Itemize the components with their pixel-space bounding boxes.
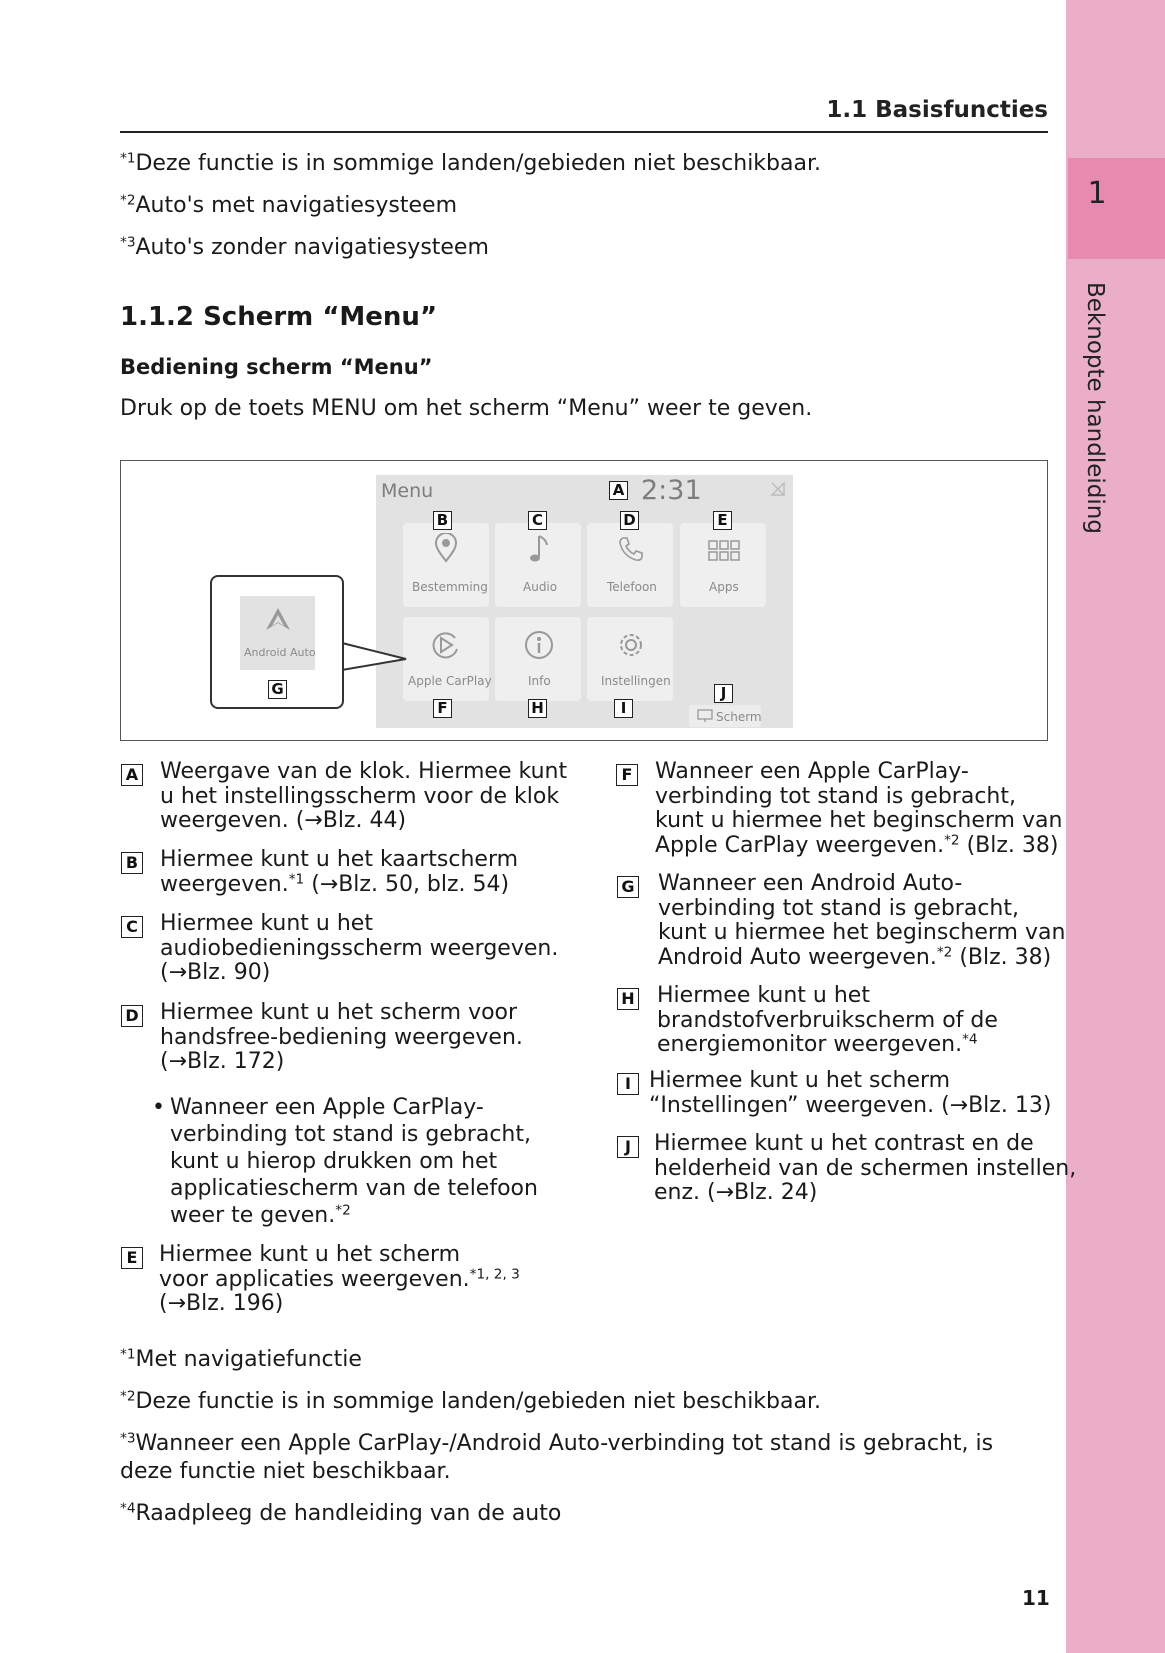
callout-g: G [268, 680, 287, 699]
callout-i: I [614, 699, 633, 718]
desc-a: Weergave van de klok. Hiermee kunt u het instellingsscherm voor de klok weergeven. (→Blz. 44) [160, 759, 568, 833]
callout-e: E [713, 511, 732, 530]
callout-d: D [620, 511, 639, 530]
desc-f: Wanneer een Apple CarPlay- verbinding tot stand is gebracht, kunt u hiermee het beginscherm van Apple CarPlay weergeven.$^{*2}$ (Blz. 38) [655, 759, 1063, 858]
settings-gear-icon [616, 630, 646, 660]
intro-text: Druk op de toets MENU om het scherm “Menu” weer te geven. [120, 396, 813, 421]
chapter-label: Beknopte handleiding [1082, 282, 1108, 534]
desc-letter-i: I [617, 1073, 639, 1095]
desc-letter-f: F [616, 764, 638, 786]
desc-i: Hiermee kunt u het scherm “Instellingen” weergeven. (→Blz. 13) [649, 1068, 1052, 1118]
footnote: $^{*1}$Met navigatiefunctie [120, 1346, 362, 1372]
tile-label: Instellingen [601, 674, 671, 688]
desc-g: Wanneer een Android Auto- verbinding tot stand is gebracht, kunt u hiermee het beginscherm van Android Auto weergeven.$^{*2}$ (Blz. 38) [658, 871, 1066, 970]
desc-letter-g: G [617, 876, 639, 898]
footnote: $^{*4}$Raadpleeg de handleiding van de auto [120, 1500, 562, 1526]
location-pin-icon [432, 533, 460, 563]
page-number: 11 [1022, 1586, 1050, 1610]
desc-letter-e: E [121, 1247, 143, 1269]
display-icon [697, 709, 713, 723]
callout-h: H [528, 699, 547, 718]
desc-letter-h: H [617, 988, 639, 1010]
footnote: $^{*2}$Deze functie is in sommige landen/gebieden niet beschikbaar. [120, 1388, 821, 1414]
footnote: $^{*3}$Auto's zonder navigatiesysteem [120, 234, 489, 260]
tile-label: Apple CarPlay [408, 674, 492, 688]
tile-label: Telefoon [607, 580, 657, 594]
android-auto-icon [264, 606, 292, 632]
desc-letter-d: D [121, 1005, 143, 1027]
tile-label: Apps [709, 580, 739, 594]
screen-button-label: Scherm [716, 710, 762, 724]
footnote: $^{*2}$Auto's met navigatiesysteem [120, 192, 457, 218]
desc-letter-j: J [617, 1136, 639, 1158]
footnote: $^{*1}$Deze functie is in sommige landen/gebieden niet beschikbaar. [120, 150, 821, 176]
callout-b: B [433, 511, 452, 530]
callout-a: A [609, 481, 628, 500]
desc-letter-c: C [121, 916, 143, 938]
desc-e: Hiermee kunt u het scherm voor applicaties weergeven.$^{*1, 2, 3}$ (→Blz. 196) [159, 1242, 520, 1316]
desc-letter-b: B [121, 852, 143, 874]
chapter-number: 1 [1087, 176, 1107, 211]
zoom-pointer [338, 640, 410, 680]
no-signal-icon [770, 481, 786, 497]
desc-h: Hiermee kunt u het brandstofverbruikscherm of de energiemonitor weergeven.$^{*4}$ [657, 983, 998, 1057]
desc-j: Hiermee kunt u het contrast en de helderheid van de schermen instellen, enz. (→Blz. 24) [654, 1131, 1077, 1205]
callout-c: C [528, 511, 547, 530]
phone-icon [617, 535, 645, 563]
info-icon [524, 630, 554, 660]
section-title: 1.1.2 Scherm “Menu” [120, 302, 438, 332]
footnote: $^{*3}$Wanneer een Apple CarPlay-/Android Auto-verbinding tot stand is gebracht, is deze functie niet beschikbaar. [120, 1430, 994, 1484]
screen-clock: 2:31 [641, 475, 702, 506]
running-header: 1.1 Basisfuncties [826, 97, 1048, 123]
zoom-tile-label: Android Auto [244, 646, 316, 659]
header-rule [120, 131, 1048, 133]
callout-j: J [714, 684, 733, 703]
desc-d-bullet-mark: • [152, 1095, 165, 1120]
desc-d: Hiermee kunt u het scherm voor handsfree-bediening weergeven. (→Blz. 172) [160, 1000, 523, 1074]
carplay-play-icon [430, 630, 460, 660]
subsection-title: Bediening scherm “Menu” [120, 355, 433, 379]
desc-letter-a: A [121, 764, 143, 786]
desc-b: Hiermee kunt u het kaartscherm weergeven.$^{*1}$ (→Blz. 50, blz. 54) [160, 847, 519, 897]
desc-d-bullet: Wanneer een Apple CarPlay- verbinding tot stand is gebracht, kunt u hierop drukken om het applicatiescherm van de telefoon weer te geven.$^{*2}$ [170, 1095, 538, 1228]
tile-apps[interactable] [680, 523, 766, 607]
tile-label: Bestemming [412, 580, 488, 594]
tile-label: Audio [523, 580, 558, 594]
screen-title: Menu [381, 480, 434, 502]
apps-grid-icon [708, 540, 740, 562]
callout-f: F [433, 699, 452, 718]
desc-c: Hiermee kunt u het audiobedieningsscherm weergeven. (→Blz. 90) [160, 911, 559, 985]
tile-label: Info [528, 674, 551, 688]
music-note-icon [526, 533, 550, 565]
